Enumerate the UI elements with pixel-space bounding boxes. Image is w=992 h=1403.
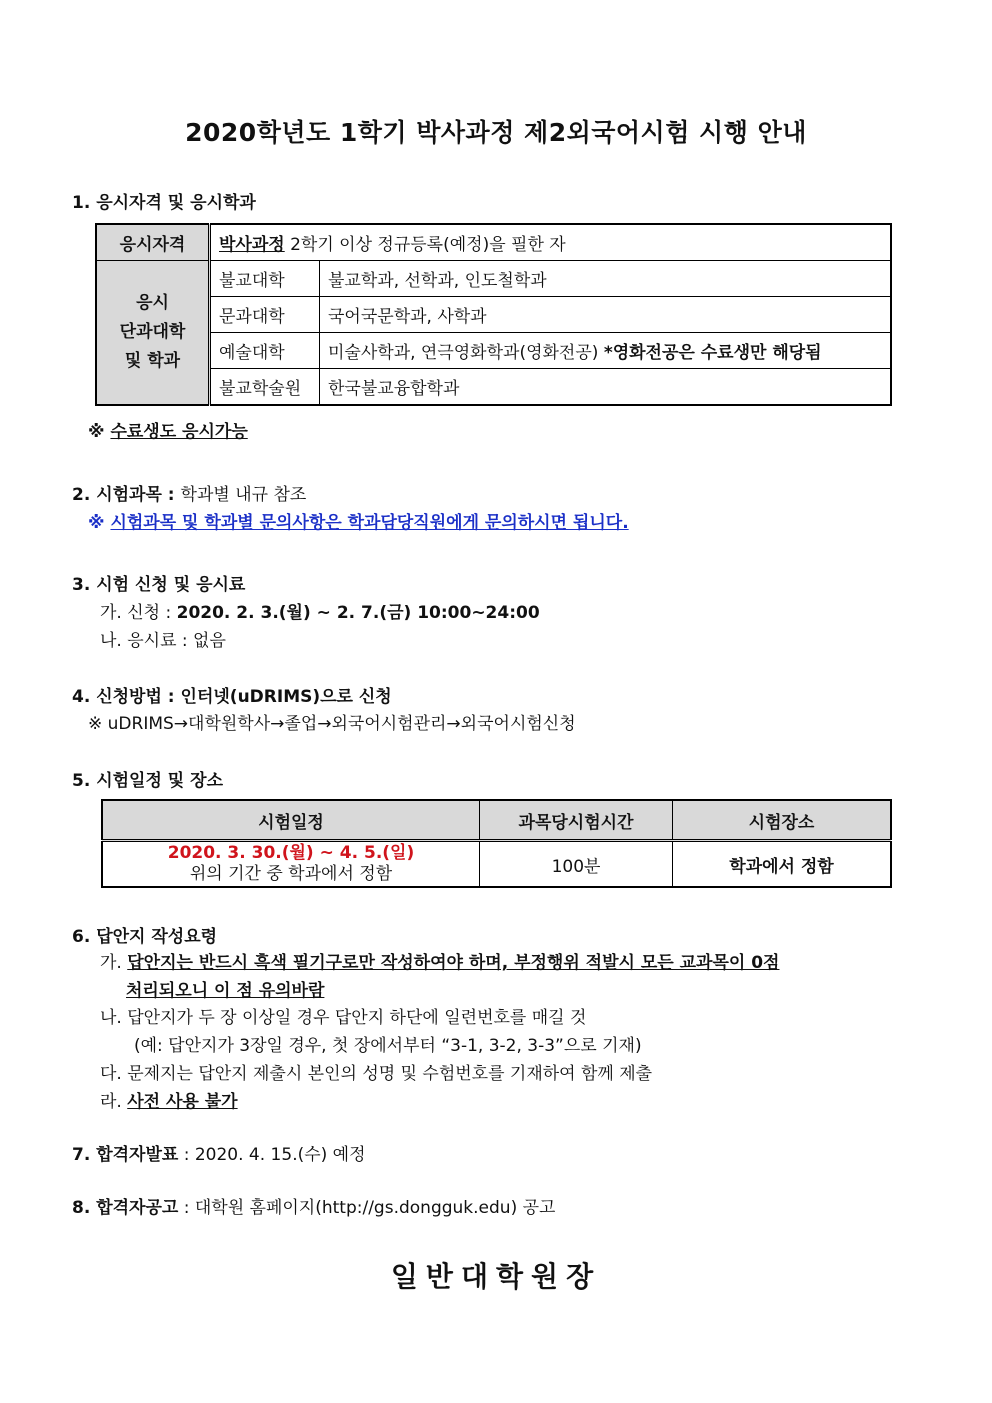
departments-cell: 국어국문학과, 사학과: [320, 297, 892, 333]
qualification-rest: 2학기 이상 정규등록(예정)을 필한 자: [284, 235, 566, 255]
section-1-heading: 1. 응시자격 및 응시학과: [72, 193, 256, 213]
rule-d-text: 사전 사용 불가: [127, 1092, 238, 1112]
table-row: [96, 297, 891, 333]
section-2-text: 학과별 내규 참조: [180, 485, 307, 505]
section-2: [72, 480, 306, 505]
note-mark: ※: [88, 422, 111, 442]
college-cell: 불교대학: [210, 261, 320, 297]
inquiry-note-text: 시험과목 및 학과별 문의사항은 학과담당직원에게 문의하시면 됩니다.: [110, 513, 629, 533]
film-major-note: *영화전공은 수료생만 해당됨: [603, 343, 822, 363]
table-row: [96, 224, 891, 261]
rule-a-continued: 처리되오니 이 점 유의바람: [126, 981, 325, 1001]
section-4-heading: 4. 신청방법 : 인터넷(uDRIMS)으로 신청: [72, 687, 392, 707]
rule-a-text: 답안지는 반드시 흑색 필기구로만 작성하여야 하며, 부정행위 적발시 모든 교과목이 0점: [127, 953, 780, 973]
table-header-row: [102, 800, 891, 841]
qualification-cell: [210, 224, 892, 261]
rule-d: [100, 1087, 238, 1112]
application-label: 가. 신청 :: [100, 603, 177, 623]
exam-fee: 나. 응시료 : 없음: [100, 631, 226, 651]
rule-b-example: (예: 답안지가 3장일 경우, 첫 장에서부터 “3-1, 3-2, 3-3”으로 기재): [134, 1036, 642, 1056]
section-2-heading: 2. 시험과목 :: [72, 485, 181, 505]
departments-cell: 불교학과, 선학과, 인도철학과: [320, 261, 892, 297]
eligibility-table: [95, 223, 892, 406]
completion-note-text: 수료생도 응시가능: [110, 422, 248, 442]
application-dates: 2020. 2. 3.(월) ~ 2. 7.(금) 10:00~24:00: [176, 603, 540, 623]
exam-dates: 2020. 3. 30.(월) ~ 4. 5.(일): [167, 843, 415, 863]
section-3-heading: 3. 시험 신청 및 응시료: [72, 575, 246, 595]
section-8-text: : 대학원 홈페이지(http://gs.dongguk.edu) 공고: [178, 1198, 556, 1218]
qualification-bold: 박사과정: [219, 235, 285, 255]
section-7: [72, 1140, 366, 1165]
note-mark: ※: [88, 513, 111, 533]
application-period: [100, 598, 540, 623]
section-8: [72, 1193, 555, 1218]
column-header: 시험일정: [102, 800, 480, 841]
exam-dates-sub: 위의 기간 중 학과에서 정함: [189, 864, 393, 884]
rule-c: 다. 문제지는 답안지 제출시 본인의 성명 및 수험번호를 기재하여 함께 제출: [100, 1064, 653, 1084]
departments-text: 미술사학과, 연극영화학과(영화전공): [328, 343, 604, 363]
duration-cell: 100분: [480, 841, 673, 888]
page-title: 2020학년도 1학기 박사과정 제2외국어시험 시행 안내: [185, 118, 807, 147]
issuer-signature: 일반대학원장: [390, 1260, 602, 1293]
section-7-heading: 7. 합격자발표: [72, 1145, 179, 1165]
section-8-heading: 8. 합격자공고: [72, 1198, 179, 1218]
department-label: [96, 261, 210, 406]
college-cell: 예술대학: [210, 333, 320, 369]
table-row: [102, 841, 891, 888]
completion-note: [88, 417, 248, 442]
rule-b: 나. 답안지가 두 장 이상일 경우 답안지 하단에 일련번호를 매길 것: [100, 1008, 587, 1028]
schedule-table: [101, 799, 892, 888]
table-row: [96, 261, 891, 297]
application-path: ※ uDRIMS→대학원학사→졸업→외국어시험관리→외국어시험신청: [88, 714, 576, 734]
college-cell: 불교학술원: [210, 369, 320, 406]
section-7-text: : 2020. 4. 15.(수) 예정: [178, 1145, 366, 1165]
column-header: 시험장소: [673, 800, 892, 841]
rule-a-label: 가.: [100, 953, 128, 973]
table-row: [96, 333, 891, 369]
column-header: 과목당시험시간: [480, 800, 673, 841]
departments-cell: 한국불교융합학과: [320, 369, 892, 406]
inquiry-note: [88, 508, 629, 533]
department-label-line: 및 학과: [124, 351, 181, 371]
section-5-heading: 5. 시험일정 및 장소: [72, 771, 223, 791]
qualification-label: 응시자격: [96, 224, 210, 261]
departments-cell: [320, 333, 892, 369]
table-row: [96, 369, 891, 406]
schedule-cell: [102, 841, 480, 888]
college-cell: 문과대학: [210, 297, 320, 333]
rule-d-label: 라.: [100, 1092, 128, 1112]
department-label-line: 응시: [136, 293, 169, 313]
rule-a: [100, 948, 779, 973]
place-cell: 학과에서 정함: [673, 841, 892, 888]
department-label-line: 단과대학: [119, 322, 186, 342]
section-6-heading: 6. 답안지 작성요령: [72, 927, 218, 947]
